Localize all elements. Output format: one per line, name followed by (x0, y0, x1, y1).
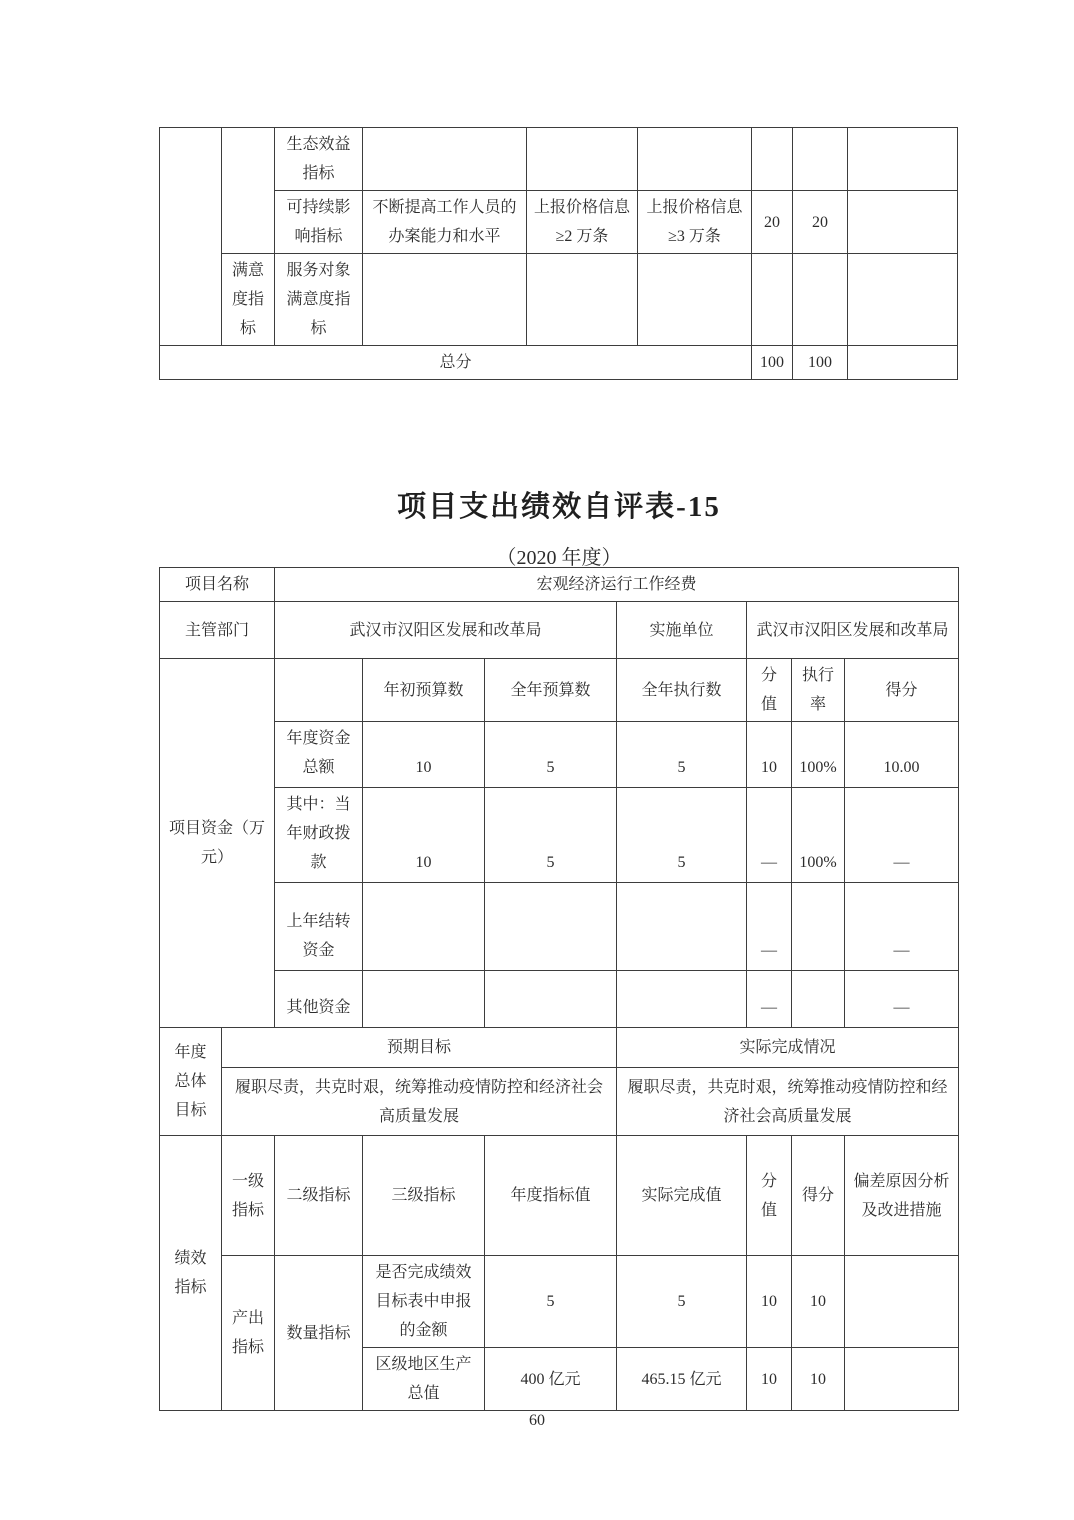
cell-expected-text: 履职尽责，共克时艰，统筹推动疫情防控和经济社会高质量发展 (222, 1068, 617, 1136)
row-fund-fiscal (160, 788, 959, 883)
cell-empty (527, 128, 638, 191)
continuation-table (159, 127, 958, 380)
row-goal-text (160, 1068, 959, 1136)
cell-empty (848, 346, 958, 380)
table-row (160, 191, 958, 254)
cell-fund-label: 其他资金 (275, 971, 363, 1028)
table-row-total (160, 346, 958, 380)
document-title: 项目支出绩效自评表-15 (397, 491, 721, 523)
cell-expected-label: 预期目标 (222, 1028, 617, 1068)
cell-empty (793, 128, 848, 191)
cell-empty (793, 254, 848, 346)
cell-total-label: 总分 (160, 346, 752, 380)
cell-header-initial-budget: 年初预算数 (363, 659, 485, 722)
cell-perf-label: 绩效指标 (160, 1136, 222, 1411)
cell-header-level1: 一级指标 (222, 1136, 275, 1256)
row-project-name (160, 568, 959, 602)
cell-funds-label: 项目资金（万元） (160, 659, 275, 1028)
cell-fund-v3 (617, 883, 747, 971)
cell-target-desc: 不断提高工作人员的办案能力和水平 (363, 191, 527, 254)
cell-actual-value: 上报价格信息≥3 万条 (638, 191, 752, 254)
document-subtitle: （2020 年度） (496, 547, 622, 569)
cell-fund-rate (792, 971, 845, 1028)
cell-fund-v2 (485, 883, 617, 971)
self-evaluation-table (159, 567, 959, 1411)
cell-annual-target: 上报价格信息≥2 万条 (527, 191, 638, 254)
cell-header-level2: 二级指标 (275, 1136, 363, 1256)
cell-fund-rate: 100% (792, 722, 845, 788)
cell-empty (848, 128, 958, 191)
cell-indicator-actual: 5 (617, 1256, 747, 1348)
cell-indicator3-eco: 生态效益指标 (275, 128, 363, 191)
cell-fund-v2: 5 (485, 722, 617, 788)
cell-header-exec-rate: 执行率 (792, 659, 845, 722)
cell-total-points: 100 (793, 346, 848, 380)
cell-blank-header (275, 659, 363, 722)
cell-indicator-actual: 465.15 亿元 (617, 1348, 747, 1411)
cell-header-points: 得分 (792, 1136, 845, 1256)
cell-empty (363, 128, 527, 191)
cell-indicator-score: 10 (747, 1256, 792, 1348)
page-number: 60 (529, 1412, 545, 1429)
row-fund-total (160, 722, 959, 788)
cell-indicator3-satisfaction: 服务对象满意度指标 (275, 254, 363, 346)
cell-category-blank (160, 128, 222, 346)
cell-empty (752, 128, 793, 191)
cell-header-annual-budget: 全年预算数 (485, 659, 617, 722)
cell-fund-score: — (747, 883, 792, 971)
cell-dept-value: 武汉市汉阳区发展和改革局 (275, 602, 617, 659)
cell-deviation-empty (845, 1256, 959, 1348)
cell-header-score: 分值 (747, 1136, 792, 1256)
cell-fund-v1 (363, 971, 485, 1028)
cell-empty (848, 191, 958, 254)
cell-indicator-points: 10 (792, 1256, 845, 1348)
table-row (160, 128, 958, 191)
table-row (160, 254, 958, 346)
cell-fund-label: 年度资金总额 (275, 722, 363, 788)
cell-fund-v1: 10 (363, 722, 485, 788)
cell-fund-score: 10 (747, 722, 792, 788)
cell-points: 20 (793, 191, 848, 254)
cell-header-annual-target: 年度指标值 (485, 1136, 617, 1256)
cell-project-name-label: 项目名称 (160, 568, 275, 602)
cell-header-score: 分值 (747, 659, 792, 722)
row-fund-other (160, 971, 959, 1028)
cell-total-score: 100 (752, 346, 793, 380)
cell-empty (752, 254, 793, 346)
cell-score: 20 (752, 191, 793, 254)
cell-fund-rate (792, 883, 845, 971)
cell-fund-label: 上年结转资金 (275, 883, 363, 971)
cell-fund-v3 (617, 971, 747, 1028)
cell-level1-output: 产出指标 (222, 1256, 275, 1411)
cell-actual-text: 履职尽责，共克时艰，统筹推动疫情防控和经济社会高质量发展 (617, 1068, 959, 1136)
cell-header-actual-value: 实际完成值 (617, 1136, 747, 1256)
cell-fund-points: 10.00 (845, 722, 959, 788)
cell-fund-v1: 10 (363, 788, 485, 883)
cell-indicator-name: 区级地区生产总值 (363, 1348, 485, 1411)
cell-empty (527, 254, 638, 346)
cell-indicator-target: 400 亿元 (485, 1348, 617, 1411)
cell-deviation-empty (845, 1348, 959, 1411)
row-indicator-1 (160, 1256, 959, 1348)
cell-fund-label: 其中：当年财政拨款 (275, 788, 363, 883)
row-goal-header (160, 1028, 959, 1068)
cell-fund-score: — (747, 971, 792, 1028)
cell-empty (848, 254, 958, 346)
cell-indicator2-satisfaction: 满意度指标 (222, 254, 275, 346)
cell-impl-value: 武汉市汉阳区发展和改革局 (747, 602, 959, 659)
cell-header-points: 得分 (845, 659, 959, 722)
cell-subcategory-blank (222, 128, 275, 254)
cell-actual-label: 实际完成情况 (617, 1028, 959, 1068)
row-budget-header (160, 659, 959, 722)
cell-indicator-points: 10 (792, 1348, 845, 1411)
cell-dept-label: 主管部门 (160, 602, 275, 659)
cell-empty (638, 254, 752, 346)
cell-empty (363, 254, 527, 346)
cell-indicator-name: 是否完成绩效目标表中申报的金额 (363, 1256, 485, 1348)
cell-fund-points: — (845, 788, 959, 883)
row-departments (160, 602, 959, 659)
cell-impl-label: 实施单位 (617, 602, 747, 659)
cell-fund-v3: 5 (617, 788, 747, 883)
row-fund-carryover (160, 883, 959, 971)
cell-annual-goal-label: 年度总体目标 (160, 1028, 222, 1136)
cell-indicator-target: 5 (485, 1256, 617, 1348)
cell-fund-v1 (363, 883, 485, 971)
cell-level2-quantity: 数量指标 (275, 1256, 363, 1411)
cell-fund-v2: 5 (485, 788, 617, 883)
row-indicator-header (160, 1136, 959, 1256)
cell-fund-points: — (845, 971, 959, 1028)
cell-fund-v2 (485, 971, 617, 1028)
cell-indicator3-sustain: 可持续影响指标 (275, 191, 363, 254)
cell-project-name-value: 宏观经济运行工作经费 (275, 568, 959, 602)
cell-header-deviation: 偏差原因分析及改进措施 (845, 1136, 959, 1256)
cell-fund-score: — (747, 788, 792, 883)
cell-fund-v3: 5 (617, 722, 747, 788)
cell-fund-rate: 100% (792, 788, 845, 883)
cell-indicator-score: 10 (747, 1348, 792, 1411)
cell-fund-points: — (845, 883, 959, 971)
cell-empty (638, 128, 752, 191)
cell-header-annual-executed: 全年执行数 (617, 659, 747, 722)
cell-header-level3: 三级指标 (363, 1136, 485, 1256)
